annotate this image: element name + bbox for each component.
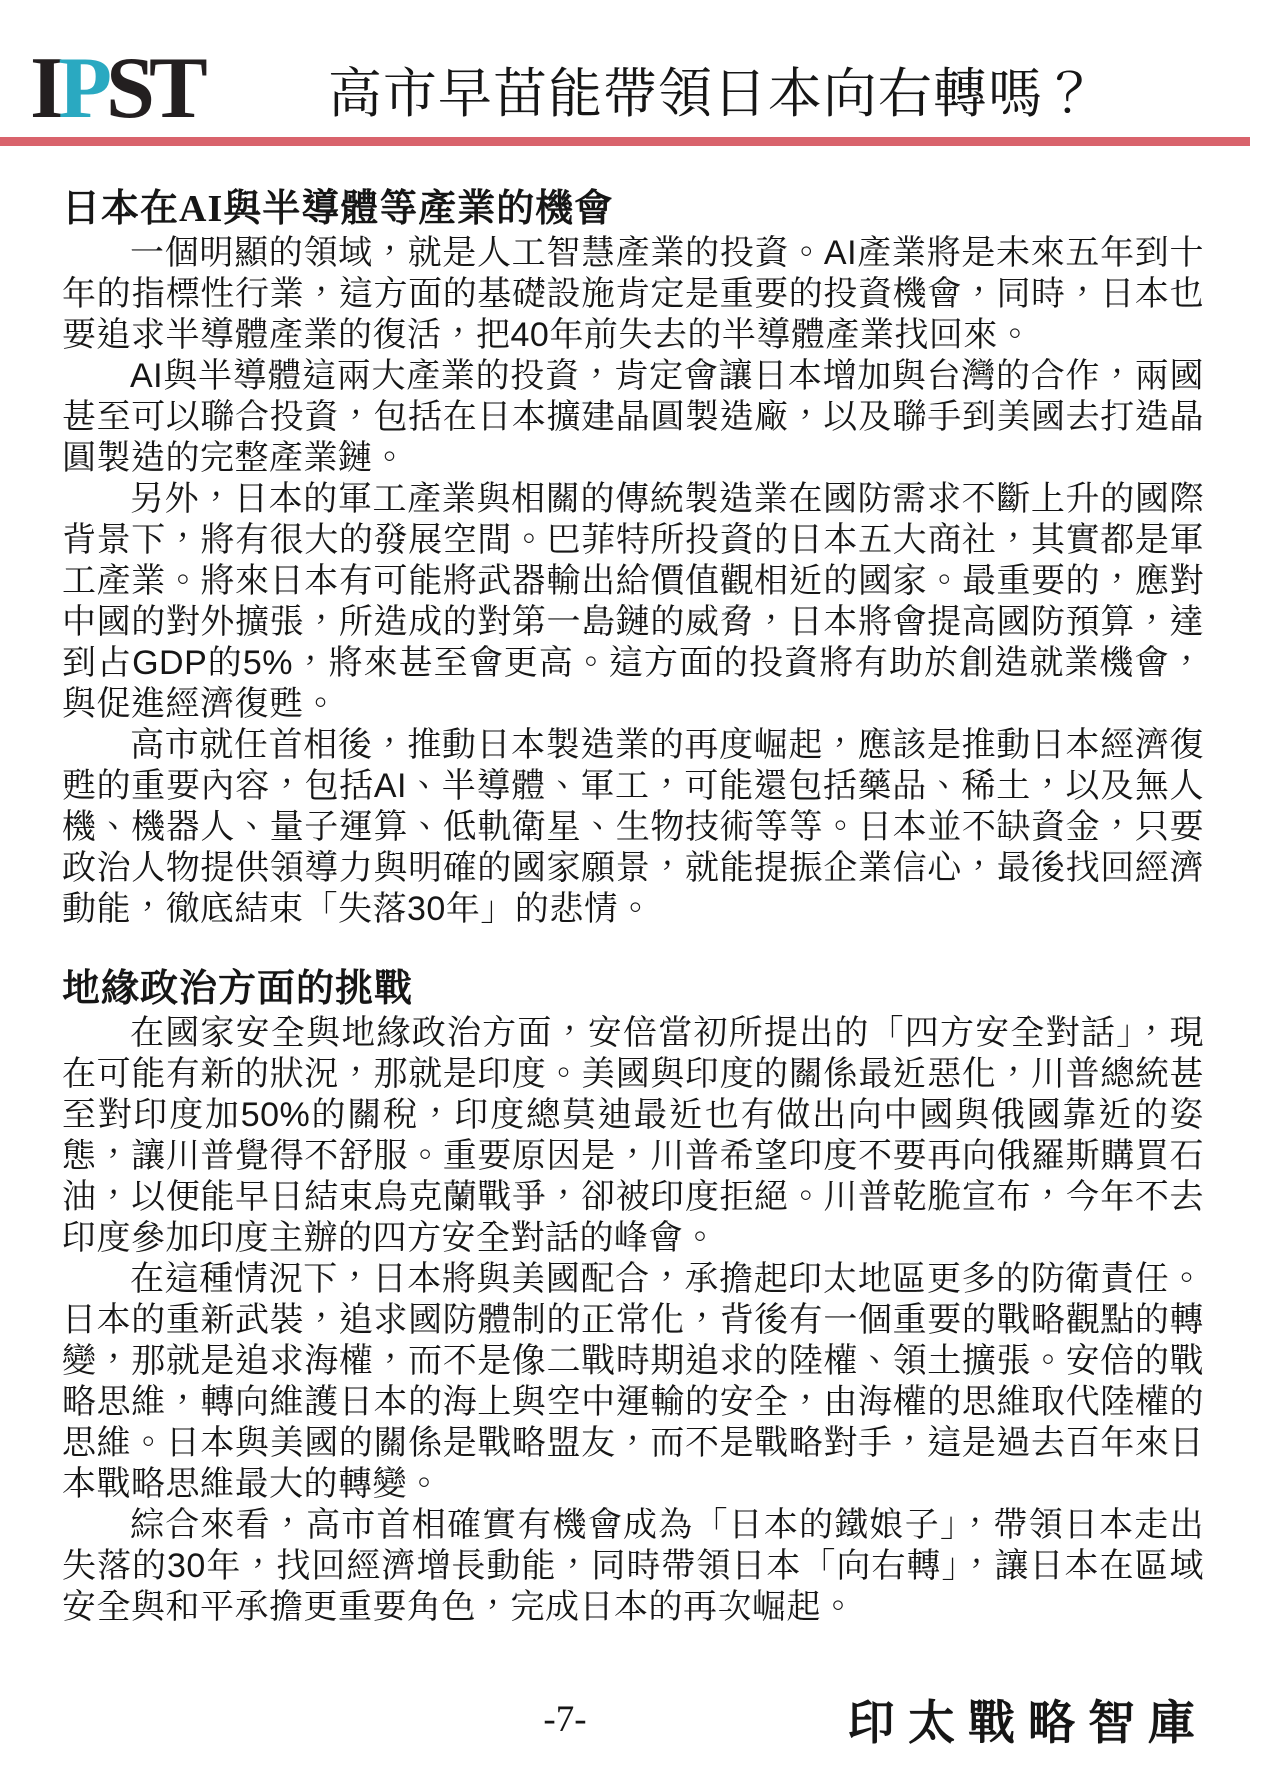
section-heading: 地緣政治方面的挑戰 <box>62 968 414 1010</box>
page-header <box>30 40 1224 137</box>
logo-letter-i: I <box>30 40 59 137</box>
paragraph: 在這種情況下，日本將與美國配合，承擔起印太地區更多的防衛責任。日本的重新武裝，追求國防體制的正常化，背後有一個重要的戰略觀點的轉變，那就是追求海權，而不是像二戰時期追求的陸權、領土擴張。安倍的戰略思維，轉向維護日本的海上與空中運輸的安全，由海權的思維取代陸權的思維。日本與美國的關係是戰略盟友，而不是戰略對手，這是過去百年來日本戰略思維最大的轉變。 <box>62 1260 1204 1503</box>
logo-letter-p: P <box>58 40 107 137</box>
paragraph: AI與半導體這兩大產業的投資，肯定會讓日本增加與台灣的合作，兩國甚至可以聯合投資，包括在日本擴建晶圓製造廠，以及聯手到美國去打造晶圓製造的完整產業鏈。 <box>62 357 1204 477</box>
paragraph: 高市就任首相後，推動日本製造業的再度崛起，應該是推動日本經濟復甦的重要內容，包括AI、半導體、軍工，可能還包括藥品、稀土，以及無人機、機器人、量子運算、低軌衛星、生物技術等等。日本並不缺資金，只要政治人物提供領導力與明確的國家願景，就能提振企業信心，最後找回經濟動能，徹底結束「失落30年」的悲情。 <box>62 726 1204 928</box>
header-rule-divider <box>0 137 1250 146</box>
organization-name: 印太戰略智庫 <box>848 1698 1208 1750</box>
section-heading: 日本在AI與半導體等產業的機會 <box>62 188 614 230</box>
article-body <box>62 186 1204 1628</box>
section-geopolitics <box>62 966 1204 1628</box>
paragraph: 一個明顯的領域，就是人工智慧產業的投資。AI產業將是未來五年到十年的指標性行業，這方面的基礎設施肯定是重要的投資機會，同時，日本也要追求半導體產業的復活，把40年前失去的半導體產業找回來。 <box>62 234 1204 354</box>
page-number: -7- <box>543 1699 587 1740</box>
section-ai-semiconductor <box>62 186 1204 930</box>
paragraph: 另外，日本的軍工產業與相關的傳統製造業在國防需求不斷上升的國際背景下，將有很大的發展空間。巴菲特所投資的日本五大商社，其實都是軍工產業。將來日本有可能將武器輸出給價值觀相近的國家。最重要的，應對中國的對外擴張，所造成的對第一島鏈的威脅，日本將會提高國防預算，達到占GDP的5%，將來甚至會更高。這方面的投資將有助於創造就業機會，與促進經濟復甦。 <box>62 480 1204 723</box>
paragraph: 在國家安全與地緣政治方面，安倍當初所提出的「四方安全對話」，現在可能有新的狀況，那就是印度。美國與印度的關係最近惡化，川普總統甚至對印度加50%的關稅，印度總莫迪最近也有做出向中國與俄國靠近的姿態，讓川普覺得不舒服。重要原因是，川普希望印度不要再向俄羅斯購買石油，以便能早日結束烏克蘭戰爭，卻被印度拒絕。川普乾脆宣布，今年不去印度參加印度主辦的四方安全對話的峰會。 <box>62 1014 1204 1257</box>
logo-letters-st: ST <box>106 40 202 137</box>
page-title: 高市早苗能帶領日本向右轉嗎？ <box>327 64 1098 125</box>
paragraph: 綜合來看，高市首相確實有機會成為「日本的鐵娘子」，帶領日本走出失落的30年，找回經濟增長動能，同時帶領日本「向右轉」，讓日本在區域安全與和平承擔更重要角色，完成日本的再次崛起。 <box>62 1506 1204 1626</box>
ipst-logo <box>30 40 202 137</box>
